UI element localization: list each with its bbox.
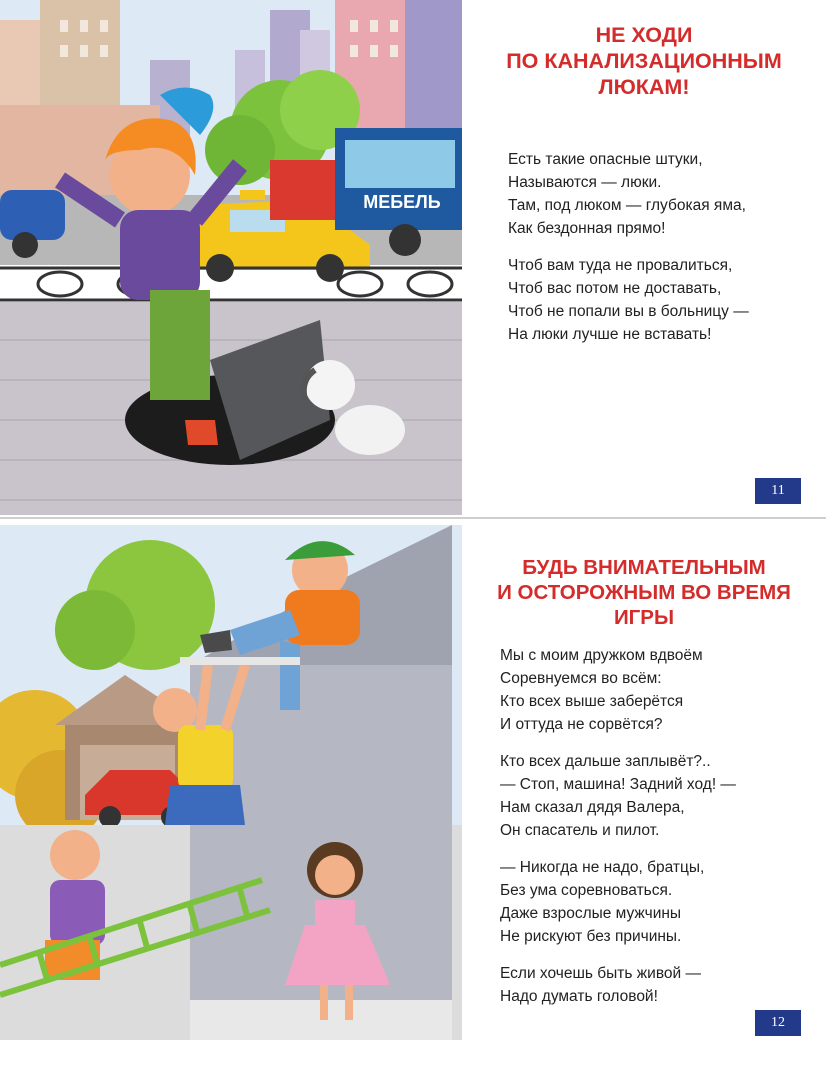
poem-line: — Никогда не надо, братцы, — [500, 859, 705, 876]
poem-line: Кто всех выше заберётся — [500, 693, 684, 710]
title-line: И ОСТОРОЖНЫМ ВО ВРЕМЯ — [497, 581, 791, 604]
poem-line: Чтоб вам туда не провалиться, — [508, 257, 733, 274]
poem-line: Кто всех дальше заплывёт?.. — [500, 753, 711, 770]
poem-line: И оттуда не сорвётся? — [500, 716, 663, 733]
page-11 — [0, 0, 826, 520]
stanza — [500, 962, 736, 1008]
poem-line: На люки лучше не вставать! — [508, 326, 712, 343]
poem-line: Как бездонная прямо! — [508, 220, 666, 237]
page-11-title — [462, 22, 826, 101]
poem-line: Он спасатель и пилот. — [500, 822, 660, 839]
title-line: ЛЮКАМ! — [598, 75, 690, 100]
stanza — [500, 856, 736, 948]
title-line: БУДЬ ВНИМАТЕЛЬНЫМ — [522, 556, 766, 579]
stanza — [500, 750, 736, 842]
truck-sign: МЕБЕЛЬ — [363, 192, 441, 212]
poem-line: Чтоб не попали вы в больницу — — [508, 303, 749, 320]
poem-line: Нам сказал дядя Валера, — [500, 799, 685, 816]
poem-line: Чтоб вас потом не доставать, — [508, 280, 722, 297]
page-divider — [0, 517, 826, 519]
climbing-illustration — [0, 525, 462, 1040]
title-line: ПО КАНАЛИЗАЦИОННЫМ — [506, 49, 782, 74]
page-number-badge: 12 — [755, 1010, 801, 1036]
stanza — [508, 254, 749, 346]
poem-line: Называются — люки. — [508, 174, 662, 191]
page-12-title — [462, 555, 826, 630]
poem-line: — Стоп, машина! Задний ход! — — [500, 776, 736, 793]
poem-line: Без ума соревноваться. — [500, 882, 673, 899]
poem-line: Там, под люком — глубокая яма, — [508, 197, 746, 214]
poem-line: Соревнуемся во всём: — [500, 670, 662, 687]
poem-line: Есть такие опасные штуки, — [508, 151, 703, 168]
page-number-badge: 11 — [755, 478, 801, 504]
poem-line: Если хочешь быть живой — — [500, 965, 701, 982]
title-line: НЕ ХОДИ — [595, 23, 693, 47]
page-11-poem — [508, 148, 749, 360]
poem-line: Даже взрослые мужчины — [500, 905, 682, 922]
page-12-poem — [500, 644, 736, 1022]
manhole-illustration — [0, 0, 462, 515]
title-line: ИГРЫ — [613, 606, 675, 629]
poem-line: Надо думать головой! — [500, 988, 658, 1005]
page-12 — [0, 525, 826, 1045]
stanza — [500, 644, 736, 736]
stanza — [508, 148, 749, 240]
poem-line: Мы с моим дружком вдвоём — [500, 647, 703, 664]
poem-line: Не рискуют без причины. — [500, 928, 682, 945]
